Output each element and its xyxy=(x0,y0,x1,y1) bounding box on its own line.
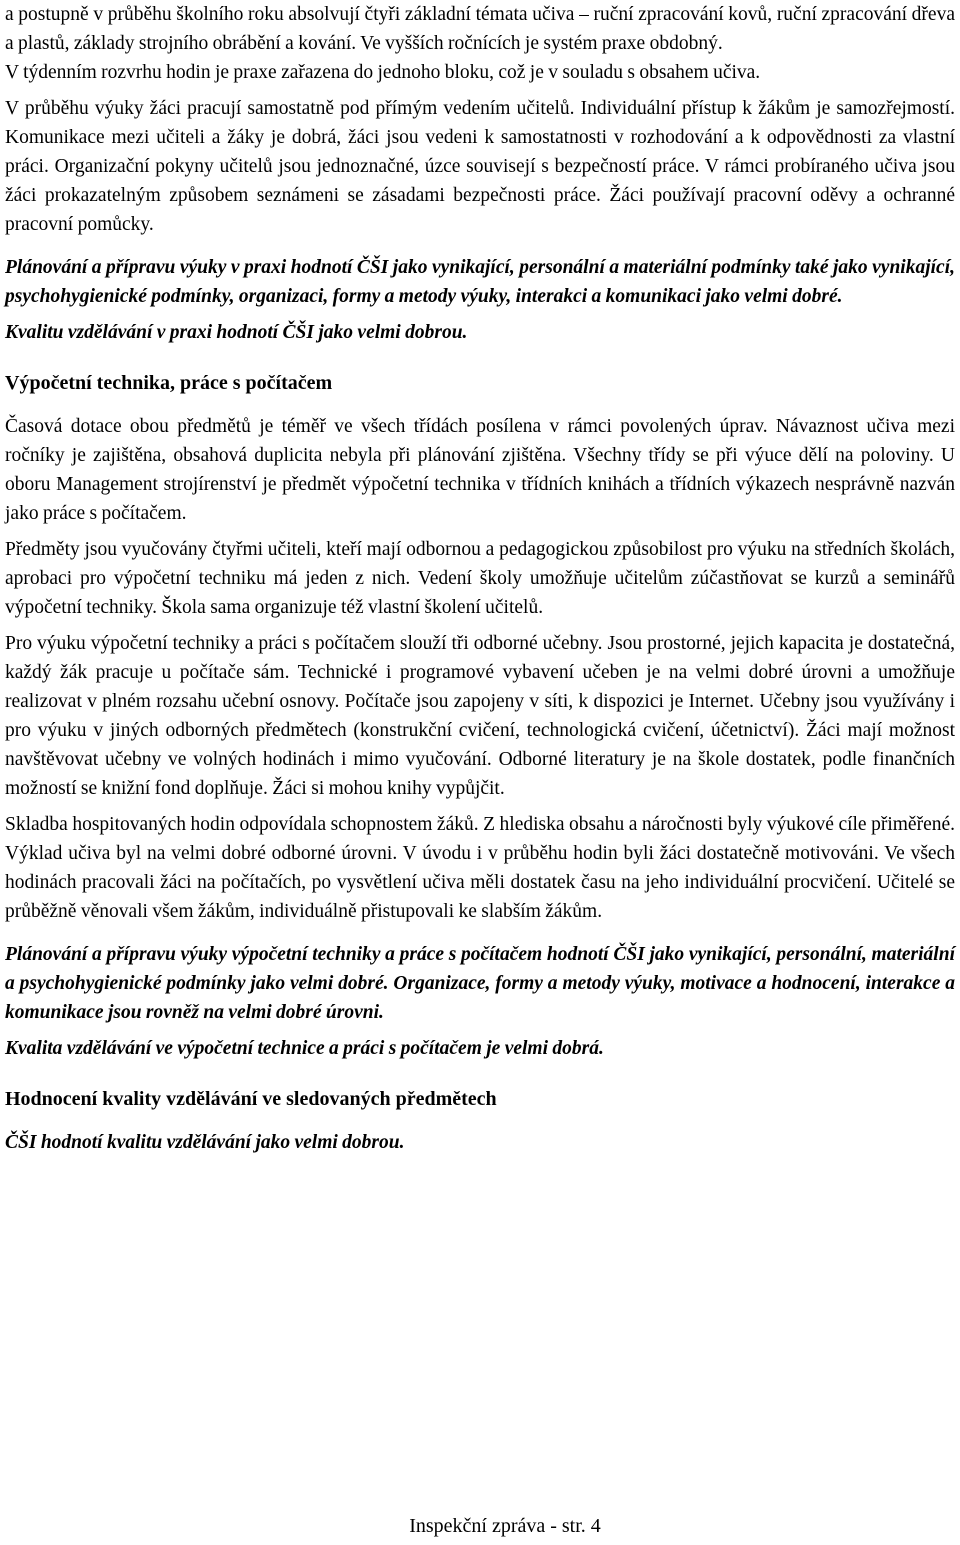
section-heading-overall-quality: Hodnocení kvality vzdělávání ve sledovaných předmětech xyxy=(5,1088,497,1110)
document-page xyxy=(5,0,955,1157)
verdict-overall-quality: ČŠI hodnotí kvalitu vzdělávání jako velmi dobrou. xyxy=(5,1132,405,1153)
paragraph-practice-teaching: V průběhu výuky žáci pracují samostatně pod přímým vedením učitelů. Individuální přístup k žákům je samozřejmostí. Komunikace mezi učiteli a žáky je dobrá, žáci jsou vedeni k samostatnosti v rozhodování a k odpovědnosti za vlastní práci. Organizační pokyny učitelů jsou jednoznačné, úzce souvisejí s bezpečností práce. V rámci probíraného učiva jsou žáci prokazatelným způsobem seznámeni se zásadami bezpečnosti práce. Žáci používají pracovní oděvy a ochranné pracovní pomůcky. xyxy=(5,98,955,235)
paragraph-practice-schedule: V týdenním rozvrhu hodin je praxe zařazena do jednoho bloku, což je v souladu s obsahem učiva. xyxy=(5,62,761,83)
verdict-computing-quality: Kvalita vzdělávání ve výpočetní technice a práci s počítačem je velmi dobrá. xyxy=(5,1038,604,1059)
paragraph-computing-allocation: Časová dotace obou předmětů je téměř ve všech třídách posílena v rámci povolených úprav. Návaznost učiva mezi ročníky je zajištěna, obsahová duplicita nebyla při plánování zjištěna. Všechny třídy se při výuce dělí na poloviny. U oboru Management strojírenství je předmět výpočetní technika v třídních knihách a třídních výkazech nesprávně nazván jako práce s počítačem. xyxy=(5,416,955,524)
paragraph-practice-topics: a postupně v průběhu školního roku absolvují čtyři základní témata učiva – ruční zpracování kovů, ruční zpracování dřeva a plastů, základy strojního obrábění a kování. Ve vyšších ročnících je systém praxe obdobný. xyxy=(5,4,955,54)
verdict-computing-conditions: Plánování a přípravu výuky výpočetní techniky a práce s počítačem hodnotí ČŠI jako vynikající, personální, materiální a psychohygienické podmínky jako velmi dobré. Organizace, formy a metody výuky, motivace a hodnocení, interakce a komunikace jsou rovněž na velmi dobré úrovni. xyxy=(5,944,955,1023)
paragraph-computing-classrooms: Pro výuku výpočetní techniky a práci s počítačem slouží tři odborné učebny. Jsou prostorné, jejich kapacita je dostatečná, každý žák pracuje u počítače sám. Technické i programové vybavení učeben je na velmi dobré úrovni a umožňuje realizovat v plném rozsahu učební osnovy. Počítače jsou zapojeny v síti, k dispozici je Internet. Učebny jsou využívány i pro výuku v jiných odborných předmětech (konstrukční cvičení, technologická cvičení, účetnictví). Žáci mají možnost navštěvovat učebny ve volných hodinách i mimo vyučování. Odborné literatury je na škole dostatek, podle finančních možností se knižní fond doplňuje. Žáci si mohou knihy vypůjčit. xyxy=(5,633,955,799)
paragraph-computing-lessons: Skladba hospitovaných hodin odpovídala schopnostem žáků. Z hlediska obsahu a náročnosti byly výukové cíle přiměřené. Výklad učiva byl na velmi dobré odborné úrovni. V úvodu i v průběhu hodin byli žáci dostatečně motivováni. Ve všech hodinách pracovali žáci na počítačích, po vysvětlení učiva měli dostatek času na jeho individuální procvičení. Učitelé se průběžně věnovali všem žákům, individuálně přistupovali ke slabším žákům. xyxy=(5,814,955,922)
section-heading-computing: Výpočetní technika, práce s počítačem xyxy=(5,372,333,394)
paragraph-computing-teachers: Předměty jsou vyučovány čtyřmi učiteli, kteří mají odbornou a pedagogickou způsobilost pro výuku na středních školách, aprobaci pro výpočetní techniku má jeden z nich. Vedení školy umožňuje učitelům zúčastňovat se kurzů a seminářů výpočetní techniky. Škola sama organizuje též vlastní školení učitelů. xyxy=(5,539,955,618)
verdict-practice-quality: Kvalitu vzdělávání v praxi hodnotí ČŠI jako velmi dobrou. xyxy=(5,322,468,343)
page-footer: Inspekční zpráva - str. 4 xyxy=(409,1515,601,1537)
verdict-practice-conditions: Plánování a přípravu výuky v praxi hodnotí ČŠI jako vynikající, personální a materiální podmínky také jako vynikající, psychohygienické podmínky, organizaci, formy a metody výuky, interakci a komunikaci jako velmi dobré. xyxy=(5,257,955,307)
